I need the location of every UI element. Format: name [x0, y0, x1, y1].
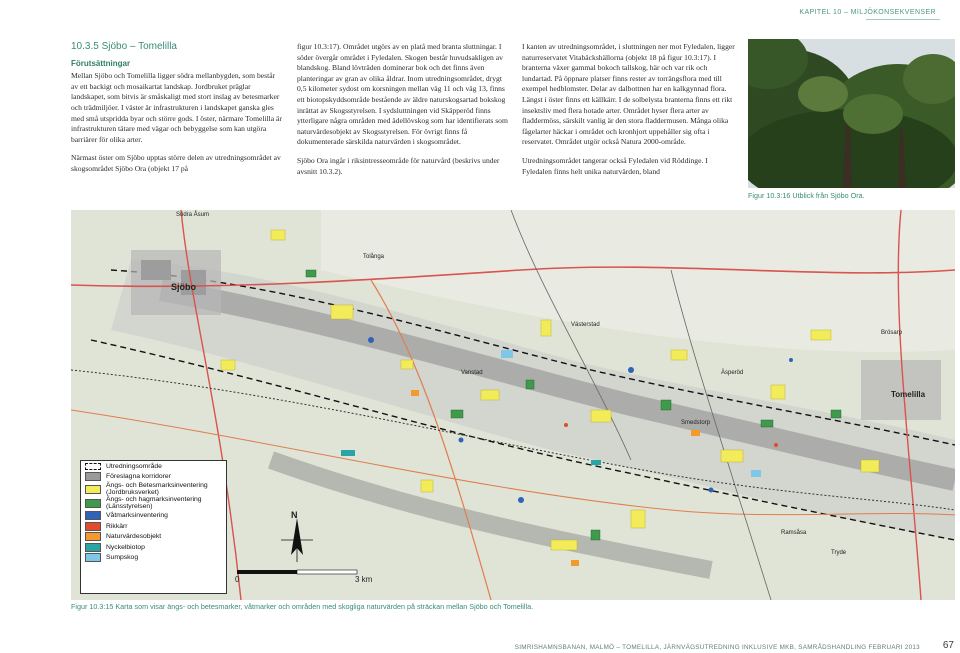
place-label: Ramsåsa — [781, 530, 807, 536]
footer-text: SIMRISHAMNSBANAN, MALMÖ – TOMELILLA, JÄRNVÄGSUTREDNING INKLUSIVE MKB, SAMRÅDSHANDLING FEBRUARI 2013 — [514, 644, 920, 651]
legend-swatch — [85, 532, 101, 541]
legend-swatch — [85, 499, 101, 508]
place-label: Sjöbo — [171, 282, 196, 292]
scale-bar — [237, 570, 357, 574]
section-title: 10.3.5 Sjöbo – Tomelilla — [71, 41, 177, 52]
legend-item — [81, 510, 226, 521]
legend-label: Ängs- och Betesmarksinventering (Jordbruksverket) — [106, 482, 208, 497]
legend-item — [81, 553, 226, 564]
map-legend — [80, 460, 227, 594]
legend-label: Nyckelbiotop — [106, 543, 145, 551]
place-label: Västerstad — [571, 322, 600, 328]
legend-item — [81, 521, 226, 532]
paragraph: figur 10.3:17). Området utgörs av en platå med branta sluttningar. I söder övergår området i Fyledalen. Skogen består huvudsakligen av blandskog. Bland lövträden dominerar bok och det finns även planteringar av gran av olika åldrar. Inom utredningsområdet, drygt 0,5 kilometer sydost om korsningen mellan väg 11 och väg 13, finns ett biotopskyddsområde bestående av äldre naturskogsartad bokskog inrättat av Skogsstyrelsen. I sydsluttningen vid Skäpperöd finns ytterligare några områden med ädellövskog som har identifierats som naturvärdesobjekt av Skogsstyrelsen. För övrigt finns få dokumenterade särskilda naturvärden i skogsområdet. — [297, 42, 508, 147]
legend-label: Utredningsområde — [106, 462, 162, 470]
page-number: 67 — [942, 640, 954, 651]
legend-label: Sumpskog — [106, 554, 139, 562]
text-column-3 — [522, 42, 736, 185]
text-column-1 — [71, 42, 283, 183]
place-label: Tolånga — [363, 254, 385, 260]
legend-label: Rikkärr — [106, 522, 128, 530]
legend-item — [81, 531, 226, 542]
place-label: Smedstorp — [681, 420, 711, 426]
place-label: Brösarp — [881, 330, 903, 336]
north-label: N — [291, 510, 298, 520]
photo-caption: Figur 10.3:16 Utblick från Sjöbo Ora. — [748, 191, 865, 200]
legend-label: Våtmarksinventering — [106, 511, 168, 519]
paragraph: Mellan Sjöbo och Tomelilla ligger södra mellanbygden, som består av ett backigt och mosaikartat landskap. Jordbruket präglar landskapet, som bitvis är småskaligt med stort inslag av betesmarker och trädmiljöer. I väster är infrastrukturen i landskapet ganska gles med små utspridda byar och större gods. I öster, närmare Tomelilla är infrastrukturen tätare med vägar och bebyggelse som kan utgöra barriärer för olika arter. — [71, 71, 282, 144]
legend-swatch — [85, 543, 101, 552]
place-label: Vanstad — [461, 370, 483, 376]
legend-item — [81, 472, 226, 483]
paragraph: Närmast öster om Sjöbo upptas större delen av utredningsområdet av skogsområdet Sjöbo Ora (objekt 17 på — [71, 153, 281, 173]
legend-label: Ängs- och hagmarksinventering (Länsstyrelsen) — [106, 496, 202, 511]
legend-swatch — [85, 553, 101, 562]
map-caption: Figur 10.3:15 Karta som visar ängs- och betesmarker, våtmarker och områden med skogliga naturvärden på sträckan mellan Sjöbo och Tomelilla. — [71, 602, 534, 611]
legend-swatch — [85, 485, 101, 494]
legend-item — [81, 482, 226, 496]
legend-label: Naturvärdesobjekt — [106, 533, 162, 541]
text-column-2 — [297, 42, 509, 185]
chapter-header: KAPITEL 10 – MILJÖKONSEKVENSER — [799, 9, 936, 16]
scale-end-label: 3 km — [355, 575, 373, 584]
legend-swatch — [85, 472, 101, 481]
scale-start-label: 0 — [235, 575, 240, 584]
paragraph: Utredningsområdet tangerar också Fyledalen vid Röddinge. I Fyledalen finns helt unika naturvärden, bland — [522, 155, 708, 176]
place-label: Tomelilla — [891, 390, 926, 399]
paragraph: Sjöbo Ora ingår i riksintresseområde för naturvård (beskrivs under avsnitt 10.3.2). — [297, 155, 500, 176]
header-rule — [866, 19, 940, 20]
legend-swatch — [85, 511, 101, 520]
place-label: Äsperöd — [721, 370, 744, 376]
legend-swatch — [85, 522, 101, 531]
legend-item — [81, 461, 226, 472]
legend-item — [81, 496, 226, 510]
subheading: Förutsättningar — [71, 58, 131, 68]
legend-item — [81, 542, 226, 553]
legend-label: Föreslagna korridorer — [106, 473, 171, 481]
paragraph: I kanten av utredningsområdet, i sluttningen ner mot Fyledalen, ligger naturreservatet Vitabäckshällorna (objekt 18 på figur 10.3:17). I branterna växer gammal bokoch tallskog, här och var rik och lundartad. På öppnare platser finns rester av torrängsflora med till exempel hedblomster. Delar av dalbottnen har en kalkgynnad flora. Längst i öster finns ett källkärr. I de solbelysta branterna finns ett rikt insektsliv med flera hotade arter. Området hyser flera arter av fladdermöss, särskilt vanlig är den stora fladdermusen. Många olika fågelarter häckar i området och kronhjort uppehåller sig ofta i reservatet. Området utgör också Natura 2000-område. — [522, 42, 735, 147]
place-label: Tryde — [831, 550, 847, 556]
legend-swatch — [85, 463, 101, 470]
place-label: Södra Åsum — [176, 212, 210, 218]
forest-photo — [748, 39, 955, 188]
